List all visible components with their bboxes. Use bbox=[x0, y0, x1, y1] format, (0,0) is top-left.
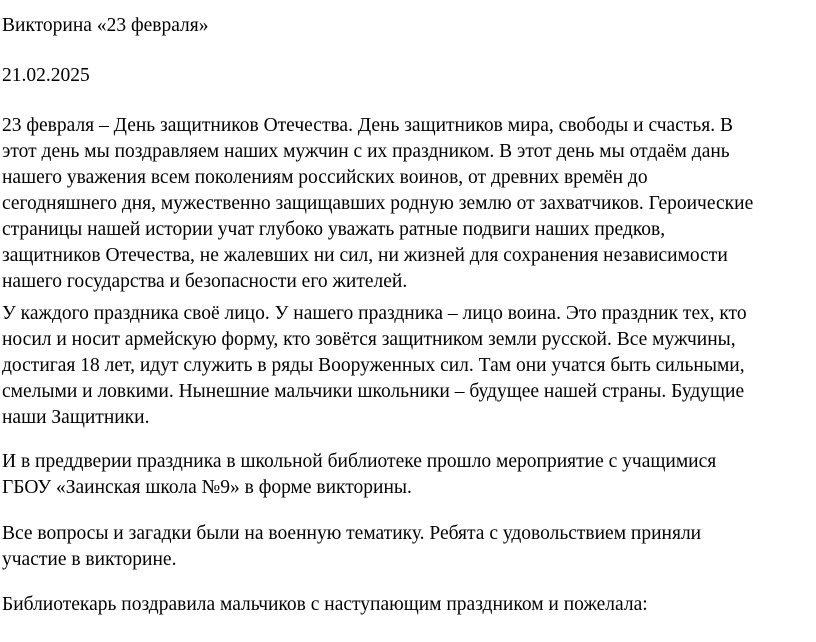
paragraph-line: 23 февраля – День защитников Отечества. День защитников мира, свободы и счастья. В bbox=[2, 115, 733, 136]
paragraph-3 bbox=[2, 449, 716, 501]
paragraph-1 bbox=[2, 113, 753, 295]
paragraph-line: Библиотекарь поздравила мальчиков с наступающим праздником и пожелала: bbox=[2, 594, 648, 615]
paragraph-line: страницы нашей истории учат глубоко уважать ратные подвиги наших предков, bbox=[2, 219, 666, 240]
paragraph-line: защитников Отечества, не жалевших ни сил, ни жизней для сохранения независимости bbox=[2, 245, 728, 266]
paragraph-line: нашего уважения всем поколениям российских воинов, от древних времён до bbox=[2, 167, 648, 188]
paragraph-line: носил и носит армейскую форму, кто зовётся защитником земли русской. Все мужчины, bbox=[2, 329, 736, 350]
paragraph-2 bbox=[2, 301, 747, 431]
paragraph-line: наши Защитники. bbox=[2, 407, 150, 428]
paragraph-line: этот день мы поздравляем наших мужчин с их праздником. В этот день мы отдаём дань bbox=[2, 141, 730, 162]
paragraph-line: ГБОУ «Заинская школа №9» в форме викторины. bbox=[2, 477, 412, 498]
paragraph-line: участие в викторине. bbox=[2, 549, 177, 570]
paragraph-line: У каждого праздника своё лицо. У нашего праздника – лицо воина. Это праздник тех, кто bbox=[2, 303, 747, 324]
paragraph-line: нашего государства и безопасности его жителей. bbox=[2, 271, 408, 292]
paragraph-line: смелыми и ловкими. Нынешние мальчики школьники – будущее нашей страны. Будущие bbox=[2, 381, 745, 402]
paragraph-5 bbox=[2, 592, 648, 618]
paragraph-line: достигая 18 лет, идут служить в ряды Вооруженных сил. Там они учатся быть сильными, bbox=[2, 355, 745, 376]
paragraph-line: И в преддверии праздника в школьной библиотеке прошло мероприятие с учащимися bbox=[2, 451, 717, 472]
paragraph-line: Все вопросы и загадки были на военную тематику. Ребята с удовольствием приняли bbox=[2, 523, 702, 544]
paragraph-4 bbox=[2, 521, 701, 573]
document-title: Викторина «23 февраля» bbox=[2, 15, 209, 36]
document-date: 21.02.2025 bbox=[2, 65, 90, 86]
paragraph-line: сегодняшнего дня, мужественно защищавших родную землю от захватчиков. Героические bbox=[2, 193, 754, 214]
